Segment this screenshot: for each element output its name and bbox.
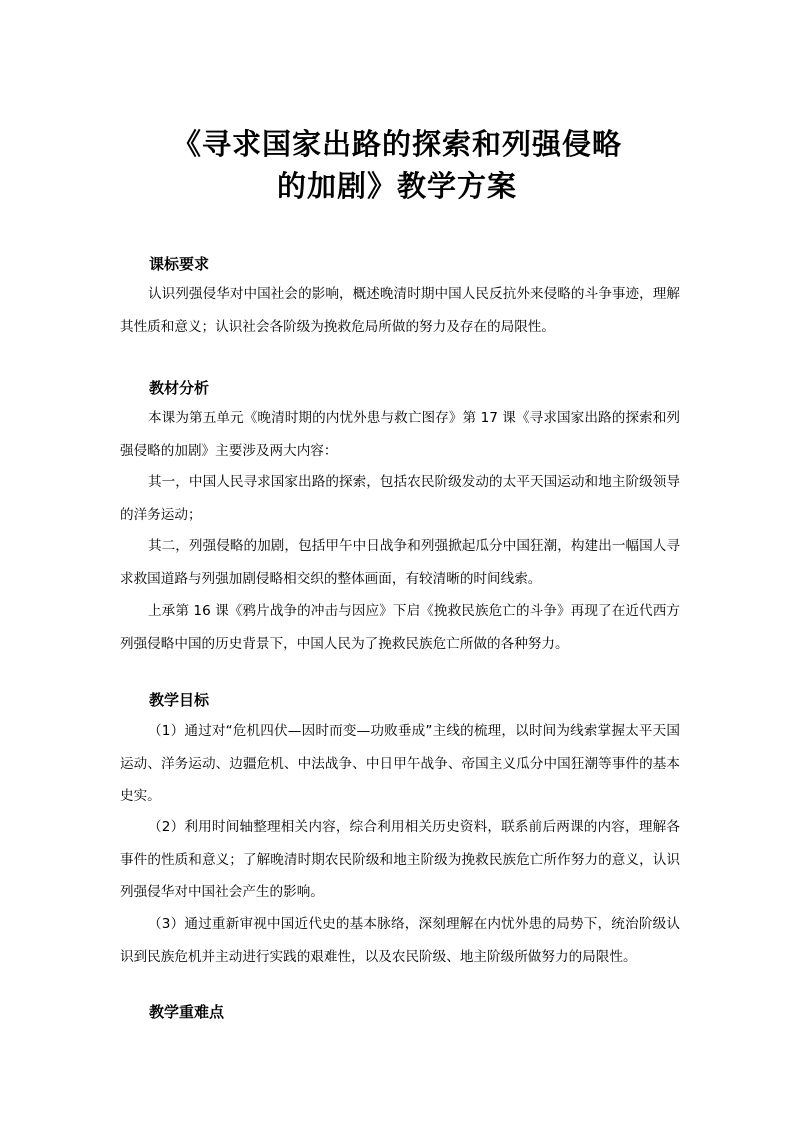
section-heading-key-difficulties: 教学重难点 xyxy=(149,1003,225,1021)
analysis-paragraph-3: 其二，列强侵略的加剧，包括甲午中日战争和列强掀起瓜分中国狂潮，构建出一幅国人寻求救国道路与列强加剧侵略相交织的整体画面，有较清晰的时间线索。 xyxy=(120,538,680,587)
section-heading-curriculum: 课标要求 xyxy=(149,255,210,273)
title-line-1: 《寻求国家出路的探索和列强侵略 xyxy=(171,127,622,161)
analysis-paragraph-1: 本课为第五单元《晚清时期的内忧外患与救亡图存》第 17 课《寻求国家出路的探索和列强侵略的加剧》主要涉及两大内容： xyxy=(120,410,680,459)
goal-paragraph-2: （2）利用时间轴整理相关内容，综合利用相关历史资料，联系前后两课的内容，理解各事件的性质和意义；了解晚清时期农民阶级和地主阶级为挽救民族危亡所作努力的意义，认识列强侵华对中国社会产生的影响。 xyxy=(120,819,680,900)
title-line-2: 的加剧》教学方案 xyxy=(276,169,517,203)
analysis-paragraph-2: 其一，中国人民寻求国家出路的探索，包括农民阶级发动的太平天国运动和地主阶级领导的洋务运动； xyxy=(120,474,680,523)
section-heading-textbook-analysis: 教材分析 xyxy=(149,379,210,397)
curriculum-paragraph: 认识列强侵华对中国社会的影响，概述晚清时期中国人民反抗外来侵略的斗争事迹，理解其性质和意义；认识社会各阶级为挽救危局所做的努力及存在的局限性。 xyxy=(120,286,680,335)
goal-paragraph-1: （1）通过对“危机四伏—因时而变—功败垂成”主线的梳理，以时间为线索掌握太平天国运动、洋务运动、边疆危机、中法战争、中日甲午战争、帝国主义瓜分中国狂潮等事件的基本史实。 xyxy=(120,723,680,804)
analysis-paragraph-4: 上承第 16 课《鸦片战争的冲击与因应》下启《挽救民族危亡的斗争》再现了在近代西方列强侵略中国的历史背景下，中国人民为了挽救民族危亡所做的各种努力。 xyxy=(120,603,680,652)
document-title xyxy=(0,123,794,207)
section-heading-teaching-goals: 教学目标 xyxy=(149,691,210,709)
goal-paragraph-3: （3）通过重新审视中国近代史的基本脉络，深刻理解在内忧外患的局势下，统治阶级认识到民族危机并主动进行实践的艰难性，以及农民阶级、地主阶级所做努力的局限性。 xyxy=(120,916,680,965)
